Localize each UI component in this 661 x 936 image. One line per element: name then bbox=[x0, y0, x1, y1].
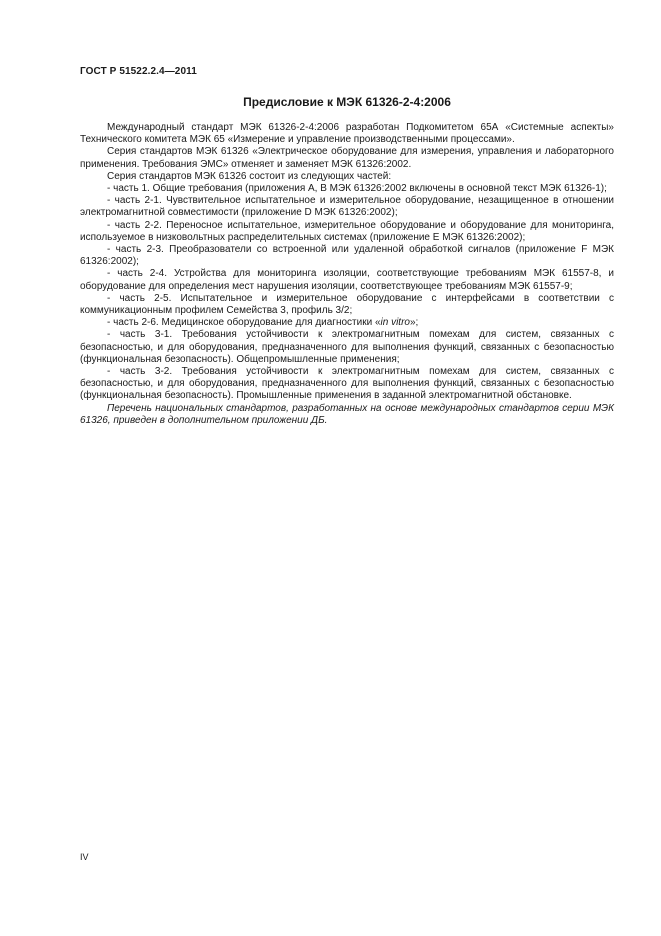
list-item-part-3-2: - часть 3-2. Требования устойчивости к электромагнитным помехам для систем, связанных с безопасностью, и для оборудования, предназначенного для выполнения функций, связанных с безопасностью (функциональная безопасность). Промышленные применения в заданной электромагнитной обстановке. bbox=[80, 366, 614, 402]
list-item-part-2-6 bbox=[80, 317, 614, 329]
paragraph-series-replaces: Серия стандартов МЭК 61326 «Электрическое оборудование для измерения, управления и лабораторного применения. Требования ЭМС» отменяет и заменяет МЭК 61326:2002. bbox=[80, 146, 614, 170]
list-item-part-2-5: - часть 2-5. Испытательное и измерительное оборудование с интерфейсами в соответствии с коммуникационным профилем Семейства 3, профиль 3/2; bbox=[80, 292, 614, 317]
list-item-part-1: - часть 1. Общие требования (приложения А, В МЭК 61326:2002 включены в основной текст МЭК 61326-1); bbox=[107, 183, 607, 195]
list-item-part-2-3: - часть 2-3. Преобразователи со встроенной или удаленной обработкой сигналов (приложение F МЭК 61326:2002); bbox=[80, 244, 614, 268]
list-item-part-2-4: - часть 2-4. Устройства для мониторинга изоляции, соответствующие требованиям МЭК 61557-8, и оборудование для определения мест нарушения изоляции, соответствующее требованиям МЭК 61557-9; bbox=[80, 268, 614, 292]
list-item-part-2-1: - часть 2-1. Чувствительное испытательное и измерительное оборудование, незащищенное в отношении электромагнитной совместимости (приложение D МЭК 61326:2002); bbox=[80, 195, 614, 219]
document-code: ГОСТ Р 51522.2.4—2011 bbox=[80, 66, 197, 77]
preface-body bbox=[80, 122, 614, 427]
list-item-part-3-1: - часть 3-1. Требования устойчивости к электромагнитным помехам для систем, связанных с безопасностью, и для оборудования, предназначенного для выполнения функций, связанных с безопасностью (функциональная безопасность). Общепромышленные применения; bbox=[80, 329, 614, 365]
preface-title: Предисловие к МЭК 61326-2-4:2006 bbox=[243, 95, 451, 109]
part-2-6-end: »; bbox=[409, 317, 419, 329]
list-item-part-2-2: - часть 2-2. Переносное испытательное, измерительное оборудование и оборудование для мониторинга, используемое в низковольтных распределительных системах (приложение Е МЭК 61326:2002); bbox=[80, 219, 614, 243]
national-standards-note: Перечень национальных стандартов, разработанных на основе международных стандартов серии МЭК 61326, приведен в дополнительном приложении ДБ. bbox=[80, 402, 614, 426]
paragraph-intro: Международный стандарт МЭК 61326-2-4:2006 разработан Подкомитетом 65А «Системные аспекты» Технического комитета МЭК 65 «Измерение и управление производственными процессами». bbox=[80, 122, 614, 146]
part-2-6-italic: in vitro bbox=[380, 317, 410, 329]
paragraph-series-parts: Серия стандартов МЭК 61326 состоит из следующих частей: bbox=[107, 170, 392, 182]
page-number: IV bbox=[80, 852, 89, 862]
part-2-6-text: - часть 2-6. Медицинское оборудование для диагностики « bbox=[107, 317, 381, 329]
